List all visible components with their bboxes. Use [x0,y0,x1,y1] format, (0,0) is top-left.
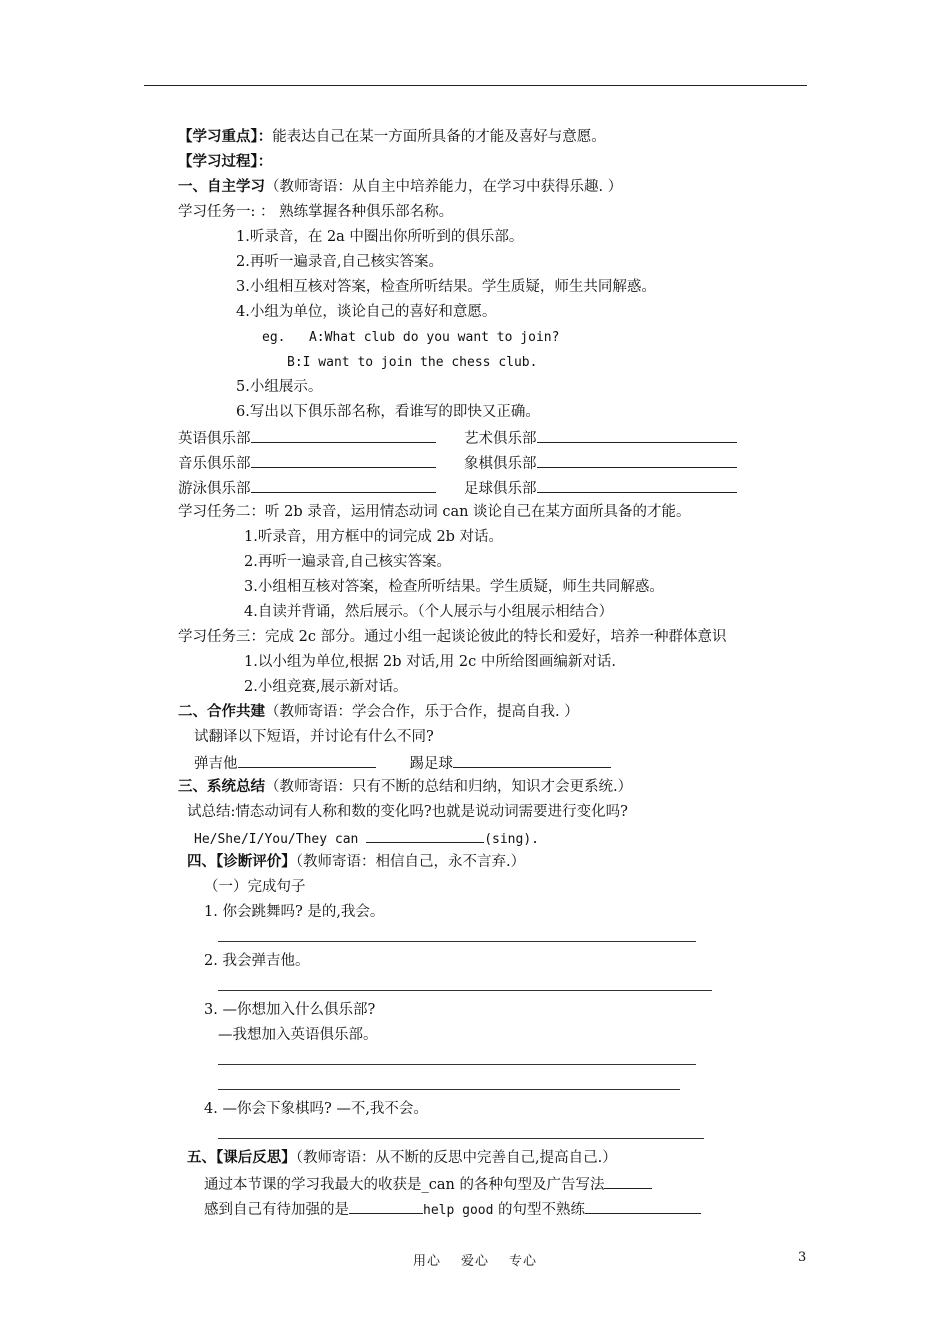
answer-blank[interactable] [585,1199,701,1214]
focus-label: 【学习重点】 [178,128,258,145]
task1-step4: 4.小组为单位，谈论自己的喜好和意愿。 [236,304,497,320]
reflection-line-2 [204,1199,701,1220]
club-row-2-right [464,453,737,473]
page-number: 3 [798,1250,807,1265]
club-row-2-left [178,453,436,473]
learning-process [178,153,272,171]
section2-heading [178,703,579,721]
section1-heading [178,178,622,196]
task2-title: 学习任务二：听 2b 录音，运用情态动词 can 谈论自己在某方面所具备的才能。 [178,504,691,520]
club-art: 艺术俱乐部 [464,431,537,447]
task1-step5: 5.小组展示。 [236,379,323,395]
process-label: 【学习过程】 [178,153,258,170]
answer-blank[interactable] [251,428,436,443]
section3-title: 三、系统总结 [178,778,265,795]
club-english: 英语俱乐部 [178,431,251,447]
club-music: 音乐俱乐部 [178,456,251,472]
club-swimming: 游泳俱乐部 [178,481,251,497]
question-3b: —我想加入英语俱乐部。 [218,1027,378,1043]
section4-note: （教师寄语：相信自己，永不言弃.） [295,854,526,870]
formula-prefix: He/She/I/You/They can [194,832,367,847]
question-3a: 3. —你想加入什么俱乐部? [204,1002,376,1018]
learning-focus [178,128,606,146]
question-4: 4. —你会下象棋吗? —不,我不会。 [204,1101,428,1117]
task3-title: 学习任务三：完成 2c 部分。通过小组一起谈论彼此的特长和爱好，培养一种群体意识 [178,629,727,645]
focus-text: 能表达自己在某一方面所具备的才能及喜好与意愿。 [272,129,606,145]
task2-step1: 1.听录音，用方框中的词完成 2b 对话。 [244,529,504,545]
answer-blank[interactable] [537,428,737,443]
answer-line[interactable] [218,1064,696,1065]
task1-step6: 6.写出以下俱乐部名称，看谁写的即快又正确。 [236,404,540,420]
club-chess: 象棋俱乐部 [464,456,537,472]
task3-step1: 1.以小组为单位,根据 2b 对话,用 2c 中所给图画编新对话. [244,654,616,670]
footer-word: 用心 [412,1254,441,1269]
reflection-weak-suffix: 的句型不熟练 [493,1202,586,1218]
club-row-1-left [178,428,436,448]
section3-note: （教师寄语：只有不断的总结和归纳，知识才会更系统.） [265,779,633,795]
question-1: 1. 你会跳舞吗? 是的,我会。 [204,904,385,920]
example-a: A:What club do you want to join? [308,330,560,345]
answer-blank[interactable] [238,753,376,768]
reflection-weak-label: 感到自己有待加强的是 [204,1202,349,1218]
example-b: B:I want to join the chess club. [287,355,538,370]
section5-heading [187,1149,617,1167]
focus-colon: ： [257,128,273,145]
page-footer [0,1250,950,1269]
section2-note: （教师寄语：学会合作，乐于合作，提高自我. ） [265,704,579,720]
example-line-a [262,329,559,347]
section4-sub: （一）完成句子 [204,879,306,895]
task1-step3: 3.小组相互核对答案，检查所听结果。学生质疑，师生共同解惑。 [236,279,656,295]
reflection-weak-words: help good [423,1203,494,1218]
section2-prompt: 试翻译以下短语，并讨论有什么不同? [194,729,434,745]
club-row-3-left [178,478,436,498]
section3-prompt: 试总结:情态动词有人称和数的变化吗?也就是说动词需要进行变化吗? [187,804,628,820]
section5-note: （教师寄语：从不断的反思中完善自己,提高自己.） [295,1150,617,1166]
task1-title: 学习任务一: ： 熟练掌握各种俱乐部名称。 [178,204,454,220]
example-label: eg. [262,330,286,345]
phrase-guitar: 弹吉他 [194,756,238,772]
phrase-soccer: 踢足球 [409,756,453,772]
answer-line[interactable] [218,990,712,991]
process-colon: ： [257,153,273,170]
answer-line[interactable] [218,1138,704,1139]
section4-title: 四、【诊断评价】 [187,853,296,870]
section1-title: 一、自主学习 [178,178,265,195]
answer-line[interactable] [218,941,696,942]
task2-step2: 2.再听一遍录音,自己核实答案。 [244,554,451,570]
footer-word: 爱心 [460,1254,489,1269]
club-row-3-right [464,478,737,498]
task2-step4: 4.自读并背诵，然后展示。（个人展示与小组展示相结合） [244,604,614,620]
answer-blank[interactable] [453,753,611,768]
reflection-gain: 通过本节课的学习我最大的收获是_can 的各种句型及广告写法 [204,1177,605,1193]
answer-blank[interactable] [537,453,737,468]
reflection-line-1 [204,1174,652,1194]
answer-blank[interactable] [349,1199,423,1214]
club-row-1-right [464,428,737,448]
club-soccer: 足球俱乐部 [464,481,537,497]
task3-step2: 2.小组竞赛,展示新对话。 [244,679,408,695]
section4-heading [187,853,525,871]
formula-line [194,828,539,849]
question-2: 2. 我会弹吉他。 [204,953,310,969]
section3-heading [178,778,632,796]
answer-blank[interactable] [537,478,737,493]
task1-step2: 2.再听一遍录音,自己核实答案。 [236,254,443,270]
answer-blank[interactable] [366,828,484,843]
task2-step3: 3.小组相互核对答案，检查所听结果。学生质疑，师生共同解惑。 [244,579,664,595]
answer-blank[interactable] [251,478,436,493]
phrase-row [194,753,611,773]
answer-line[interactable] [218,1089,680,1090]
section2-title: 二、合作共建 [178,703,265,720]
footer-word: 专心 [509,1254,538,1269]
formula-suffix: (sing). [484,832,539,847]
task1-step1: 1.听录音，在 2a 中圈出你所听到的俱乐部。 [236,229,524,245]
section1-note: （教师寄语：从自主中培养能力，在学习中获得乐趣. ） [265,179,623,195]
answer-blank[interactable] [251,453,436,468]
header-rule [144,85,807,86]
section5-title: 五、【课后反思】 [187,1149,296,1166]
answer-blank[interactable] [604,1174,652,1189]
